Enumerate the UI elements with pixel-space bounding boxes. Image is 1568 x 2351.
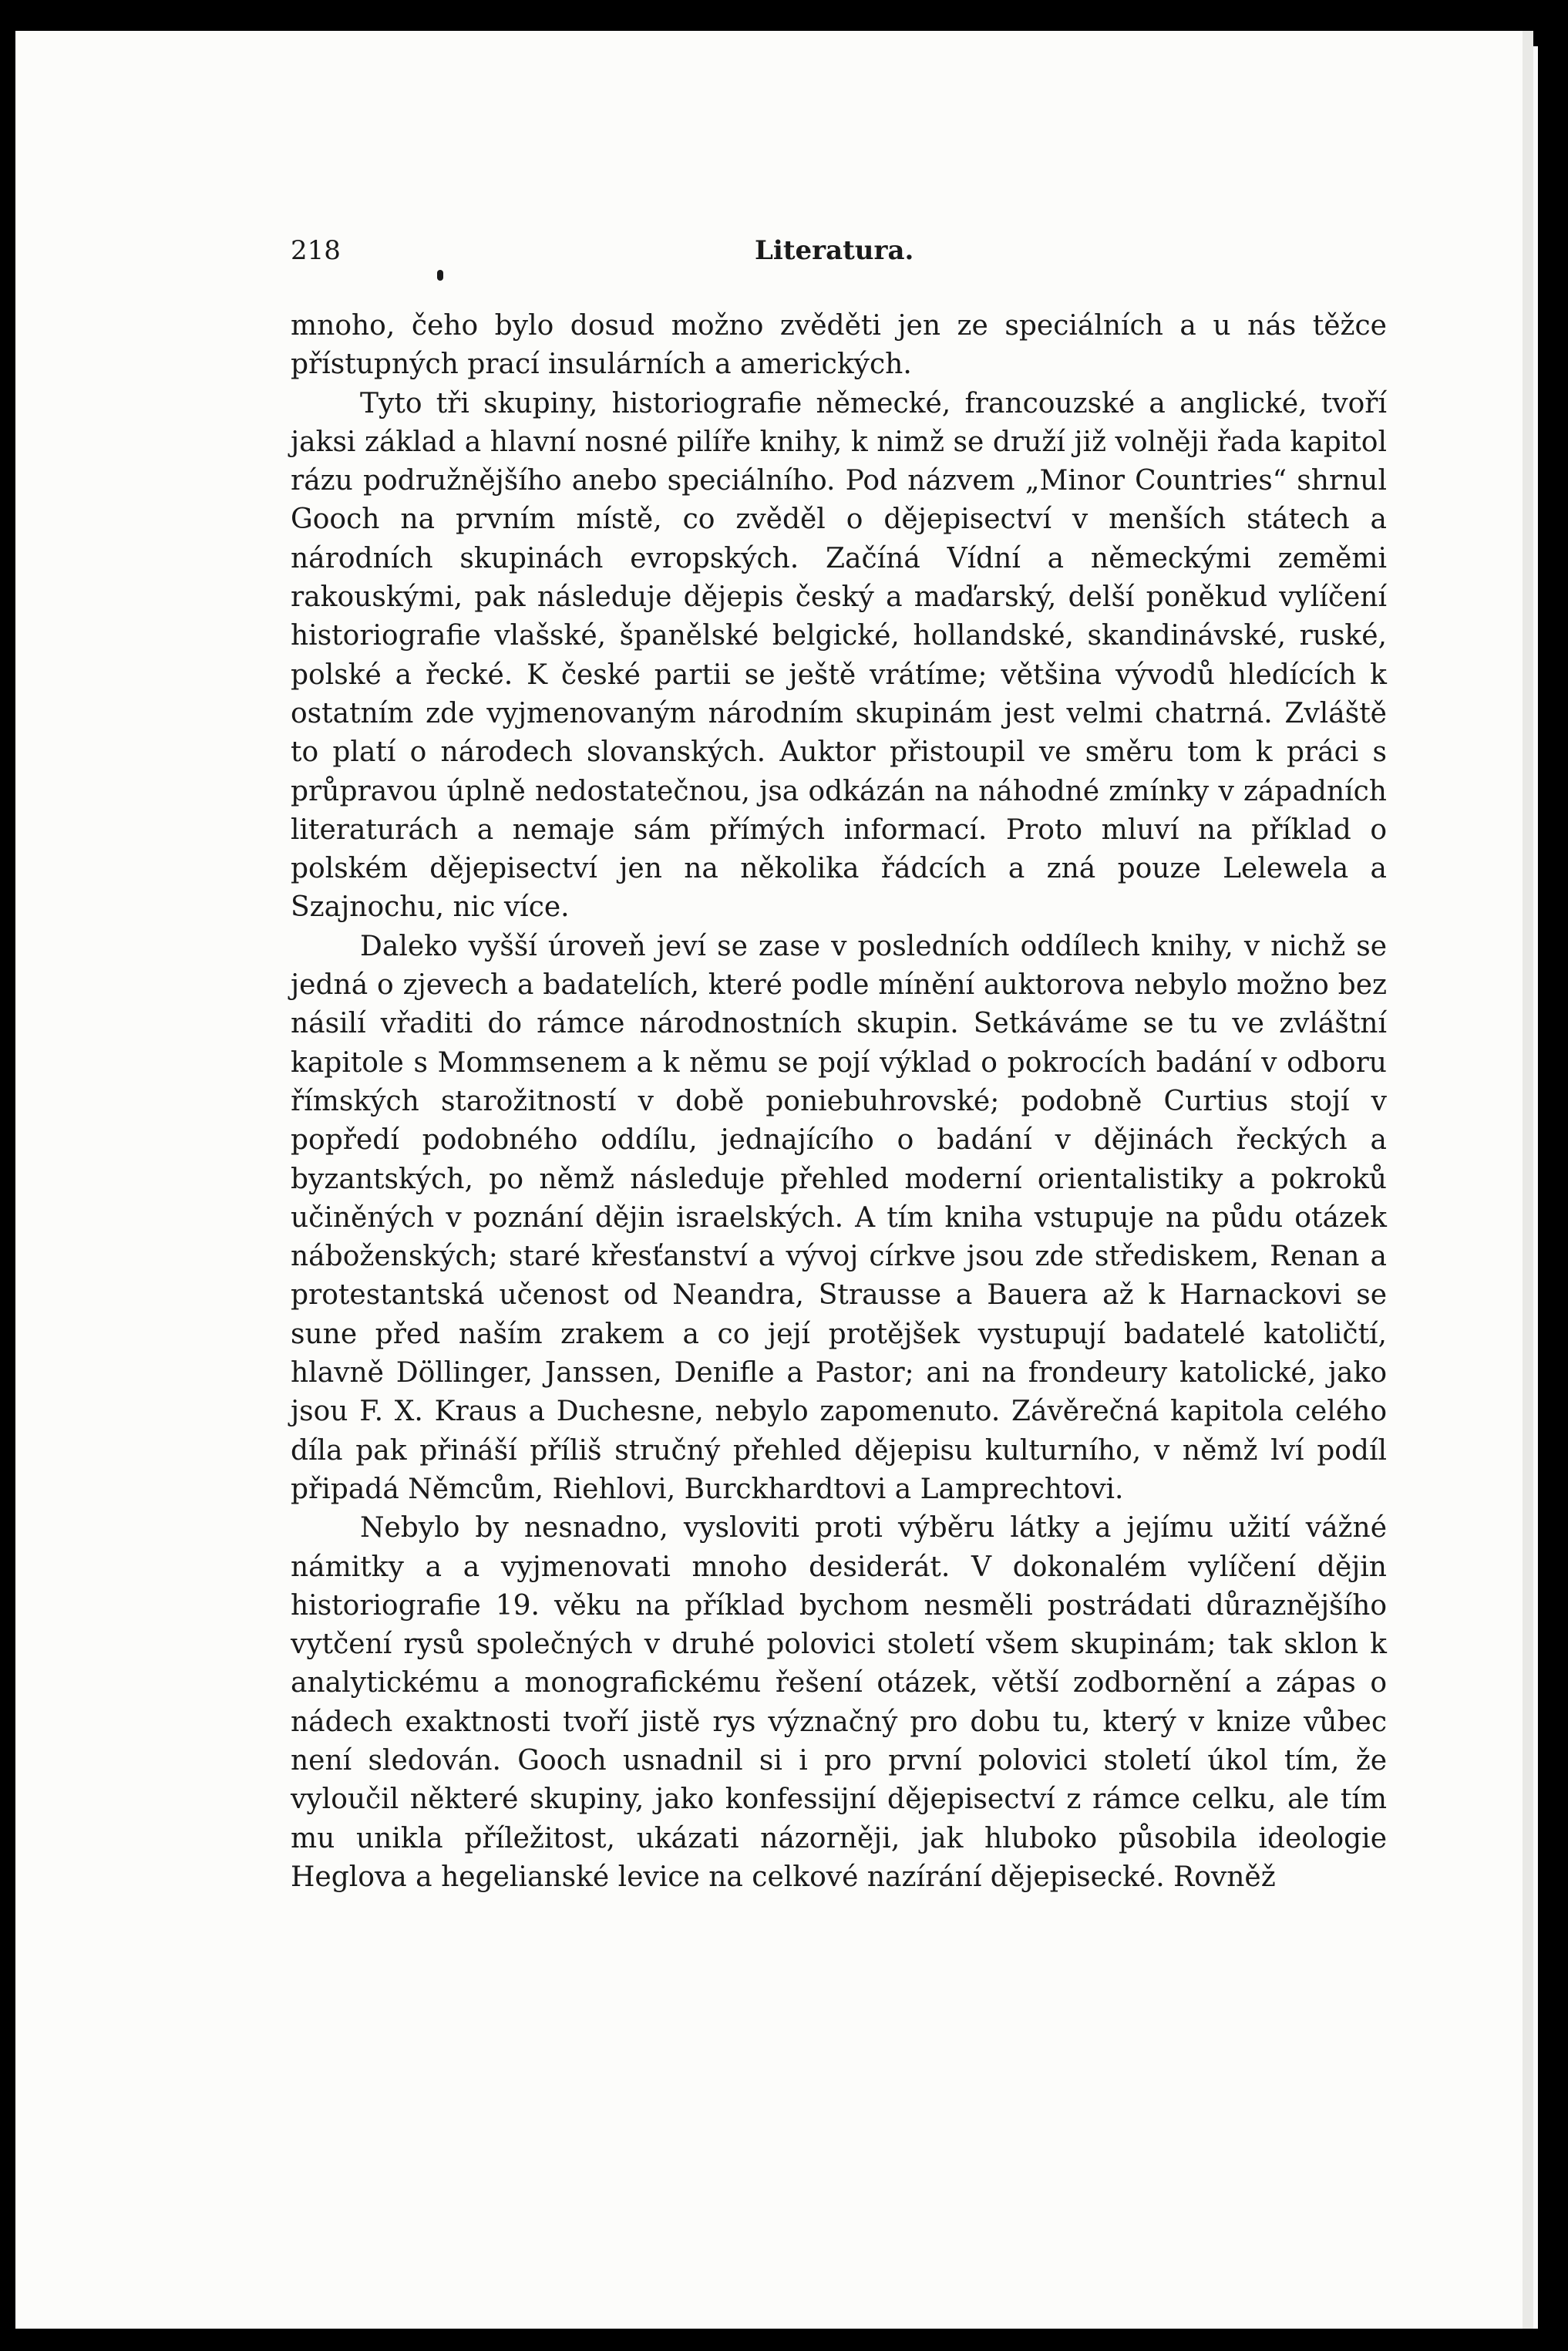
ink-speck <box>437 270 443 281</box>
body-text <box>291 307 1387 1897</box>
paragraph: Daleko vyšší úroveň jeví se zase v posledních oddílech knihy, v nichž se jedná o zjevech a badatelích, které podle mínění auktorova nebylo možno bez násilí vřaditi do rámce národnostních skupin. Setkáváme se tu ve zvláštní kapitole s Mommsenem a k němu se pojí výklad o pokrocích badání v odboru římských starožitností v době poniebuhrovské; podobně Curtius stojí v popředí podobného oddílu, jednajícího o badání v dějinách řeckých a byzantských, po němž následuje přehled moderní orientalistiky a pokroků učiněných v poznání dějin israelských. A tím kniha vstupuje na půdu otázek náboženských; staré křesťanství a vývoj církve jsou zde střediskem, Renan a protestantská učenost od Neandra, Strausse a Bauera až k Harnackovi se sune před naším zrakem a co její protějšek vystupují badatelé katoličtí, hlavně Döllinger, Janssen, Denifle a Pastor; ani na frondeury katolické, jako jsou F. X. Kraus a Duchesne, nebylo zapomenuto. Závěrečná kapitola celého díla pak přináší příliš stručný přehled dějepisu kulturního, v němž lví podíl připadá Němcům, Riehlovi, Burckhardtovi a Lamprechtovi. <box>291 930 1387 1505</box>
page-number: 218 <box>291 235 341 266</box>
page-edge-shadow <box>1523 31 1533 2329</box>
page-edge <box>1533 46 1538 2329</box>
paragraph: Tyto tři skupiny, historiografie německé, francouzské a anglické, tvoří jaksi základ a hlavní nosné pilíře knihy, k nimž se druží již volněji řada kapitol rázu podružnějšího anebo speciálního. Pod názvem „Minor Countries“ shrnul Gooch na prvním místě, co zvěděl o dějepisectví v menších státech a národních skupinách evropských. Začíná Vídní a německými zeměmi rakouskými, pak následuje dějepis český a maďarský, delší poněkud vylíčení historiografie vlašské, španělské belgické, hollandské, skandinávské, ruské, polské a řecké. K české partii se ještě vrátíme; většina vývodů hledících k ostatním zde vyjmenovaným národním skupinám jest velmi chatrná. Zvláště to platí o národech slovanských. Auktor přistoupil ve směru tom k práci s průpravou úplně nedostatečnou, jsa odkázán na náhodné zmínky v západních literaturách a nemaje sám přímých informací. Proto mluví na příklad o polském dějepisectví jen na několika řádcích a zná pouze Lelewela a Szajnochu, nic více. <box>291 387 1387 924</box>
paragraph: Nebylo by nesnadno, vysloviti proti výběru látky a jejímu užití vážné námitky a a vyjmenovati mnoho desiderát. V dokonalém vylíčení dějin historiografie 19. věku na příklad bychom nesměli postrádati důraznějšího vytčení rysů společných v druhé polovici století všem skupinám; tak sklon k analytickému a monografickému řešení otázek, větší zodbornění a zápas o nádech exaktnosti tvoří jistě rys význačný pro dobu tu, který v knize vůbec není sledován. Gooch usnadnil si i pro první polovici století úkol tím, že vyloučil některé skupiny, jako konfessijní dějepisectví z rámce celku, ale tím mu unikla příležitost, ukázati názorněji, jak hluboko působila ideologie Heglova a hegelianské levice na celkové nazírání dějepisecké. Rovněž <box>291 1512 1387 1893</box>
paragraph-continuation: mnoho, čeho bylo dosud možno zvěděti jen ze speciálních a u nás těžce přístupných prací insulárních a amerických. <box>291 310 1387 381</box>
running-head: Literatura. <box>755 235 914 266</box>
page-header <box>291 235 1385 281</box>
